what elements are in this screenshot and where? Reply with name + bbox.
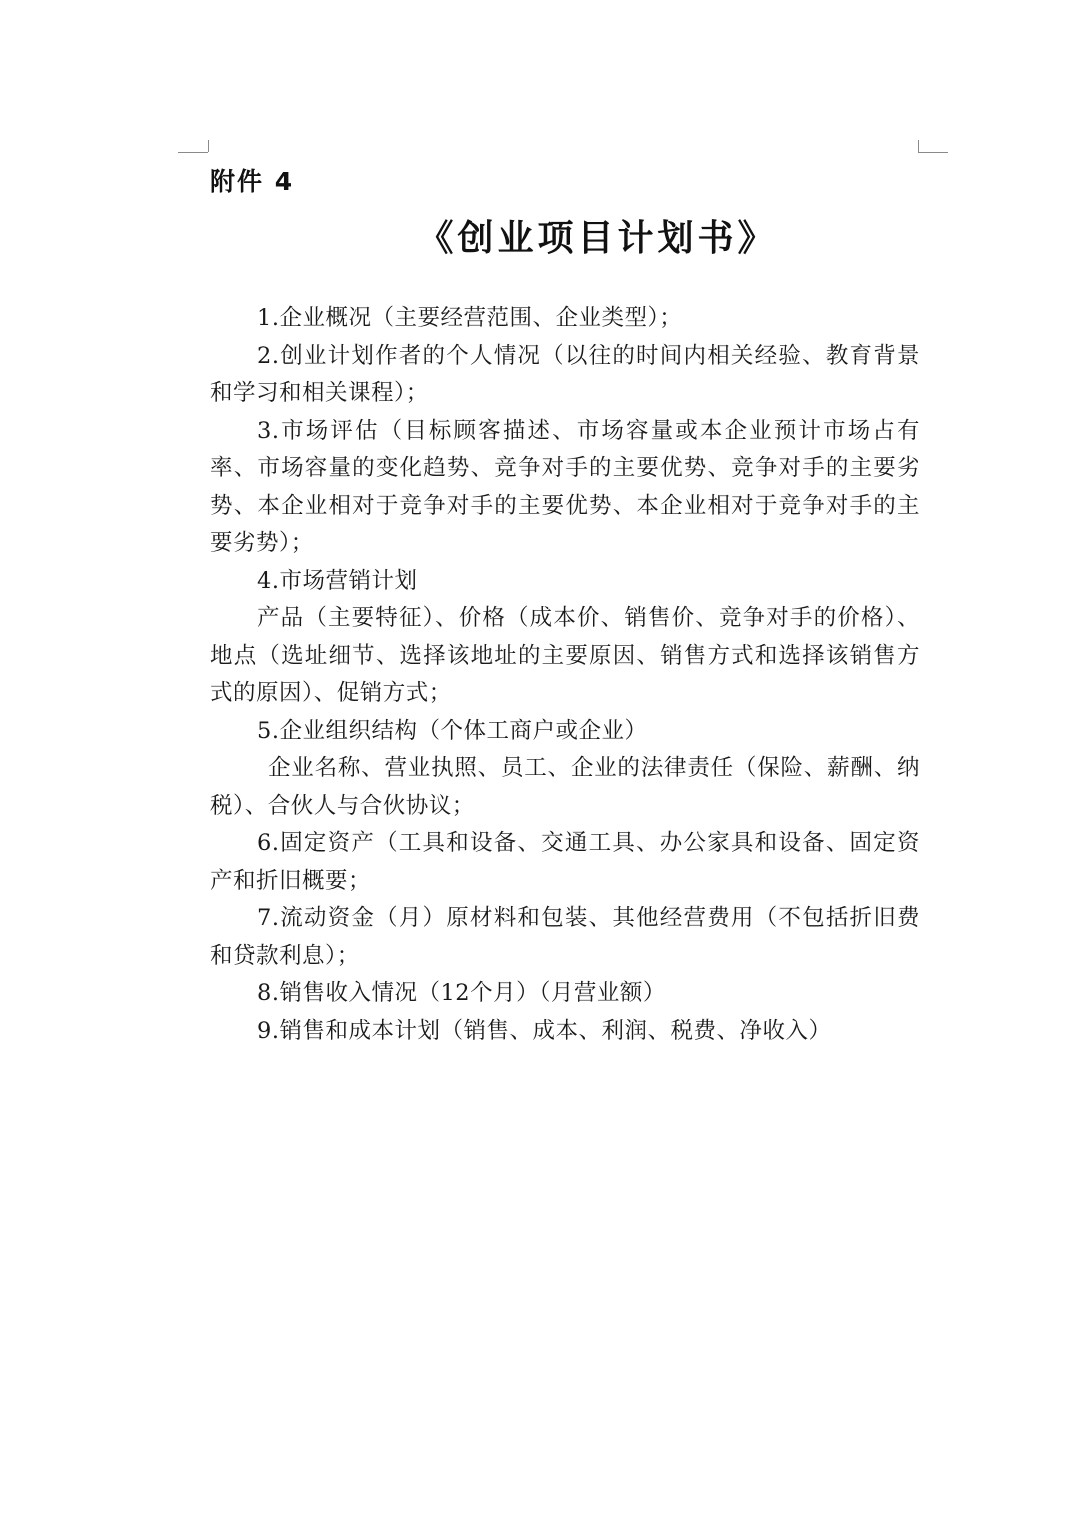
document-body [210, 300, 920, 1050]
paragraph-6: 6.固定资产（工具和设备、交通工具、办公家具和设备、固定资产和折旧概要； [210, 830, 920, 894]
crop-mark-top-right-vertical [918, 140, 919, 152]
crop-mark-top-left-vertical [208, 140, 209, 152]
attachment-label: 附件 4 [210, 167, 295, 196]
paragraph-4-body: 产品（主要特征）、价格（成本价、销售价、竞争对手的价格）、地点（选址细节、选择该地址的主要原因、销售方式和选择该销售方式的原因）、促销方式； [210, 605, 920, 706]
paragraph-2: 2.创业计划作者的个人情况（以往的时间内相关经验、教育背景和学习和相关课程）； [210, 342, 920, 406]
paragraph-4-heading: 4.市场营销计划 [257, 567, 418, 594]
paragraph-1: 1.企业概况（主要经营范围、企业类型）； [257, 305, 683, 331]
paragraph-8: 8.销售收入情况（12个月）（月营业额） [257, 980, 666, 1006]
paragraph-3: 3.市场评估（目标顾客描述、市场容量或本企业预计市场占有率、市场容量的变化趋势、竞争对手的主要优势、竞争对手的主要劣势、本企业相对于竞争对手的主要优势、本企业相对于竞争对手的主要劣势）； [210, 417, 920, 556]
paragraph-9: 9.销售和成本计划（销售、成本、利润、税费、净收入） [257, 1017, 832, 1044]
paragraph-5-heading: 5.企业组织结构（个体工商户或企业） [257, 717, 648, 744]
crop-mark-top-left-horizontal [178, 152, 208, 153]
paragraph-5-body: 企业名称、营业执照、员工、企业的法律责任（保险、薪酬、纳税）、合伙人与合伙协议； [210, 755, 920, 819]
document-title: 《创业项目计划书》 [417, 218, 778, 259]
paragraph-7: 7.流动资金（月）原材料和包装、其他经营费用（不包括折旧费和贷款利息）； [210, 905, 920, 969]
crop-mark-top-right-horizontal [918, 152, 948, 153]
